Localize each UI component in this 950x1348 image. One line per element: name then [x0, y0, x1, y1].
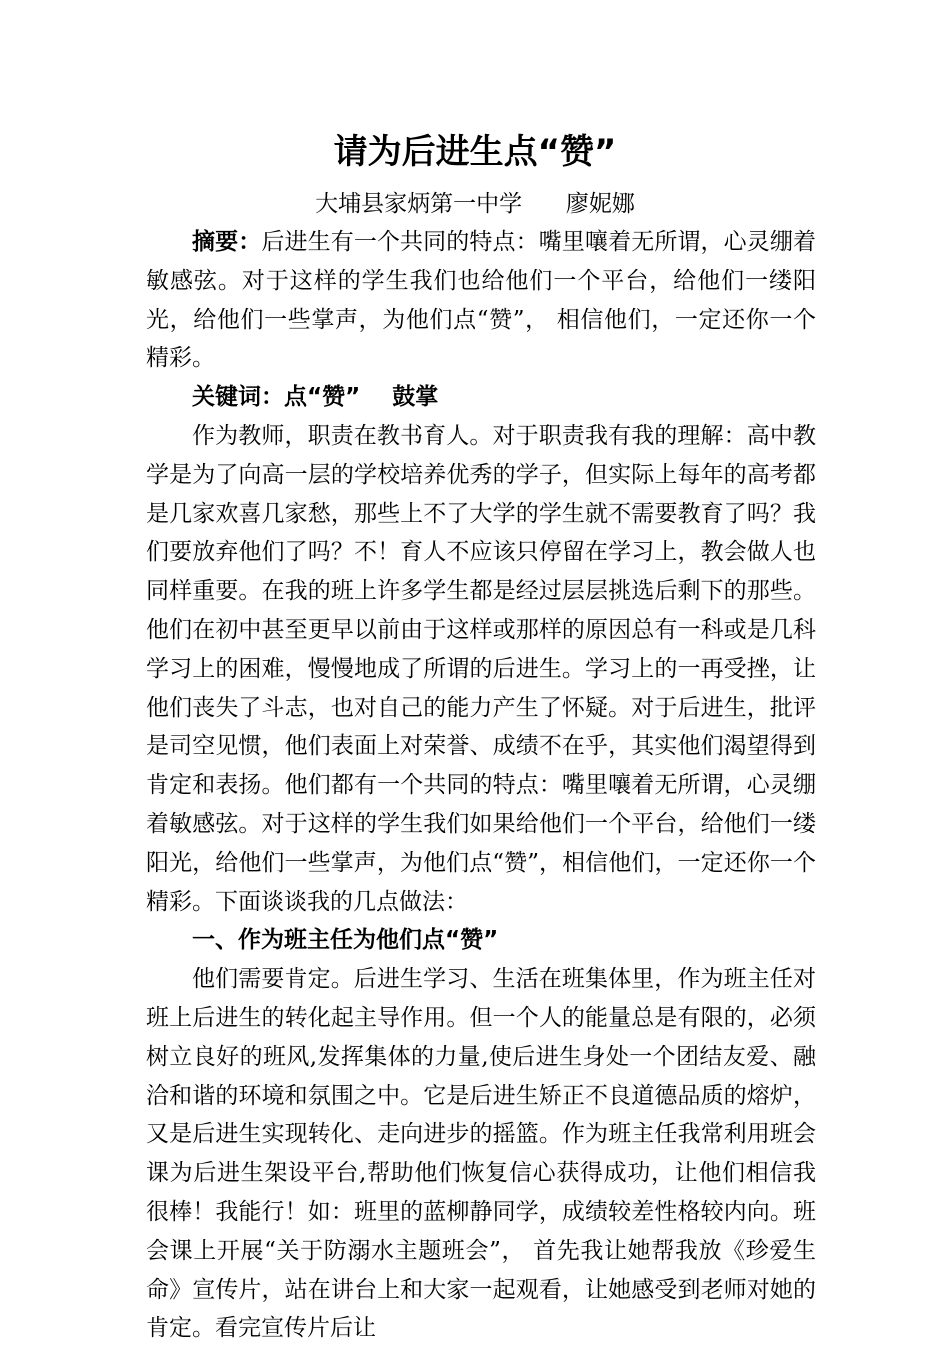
author-byline: 大埔县家炳第一中学 廖妮娜	[315, 191, 635, 217]
intro-paragraph: 作为教师，职责在教书育人。对于职责我有我的理解：高中教学是为了向高一层的学校培养优秀的学子，但实际上每年的高考都是几家欢喜几家愁，那些上不了大学的学生就不需要教育了吗？我们要放弃他们了吗？不！育人不应该只停留在学习上，教会做人也同样重要。在我的班上许多学生都是经过层层挑选后剩下的那些。他们在初中甚至更早以前由于这样或那样的原因总有一科或是几科学习上的困难，慢慢地成了所谓的后进生。学习上的一再受挫，让他们丧失了斗志，也对自己的能力产生了怀疑。对于后进生，批评是司空见惯，他们表面上对荣誉、成绩不在乎，其实他们渴望得到肯定和表扬。他们都有一个共同的特点：嘴里嚷着无所谓，心灵绷着敏感弦。对于这样的学生我们如果给他们一个平台，给他们一缕阳光，给他们一些掌声，为他们点“赞”，相信他们，一定还你一个精彩。下面谈谈我的几点做法：	[146, 422, 816, 915]
document-body	[146, 223, 816, 1348]
abstract-paragraph	[146, 223, 816, 378]
document-title: 请为后进生点“赞”	[333, 132, 617, 172]
abstract-text: 后进生有一个共同的特点：嘴里嚷着无所谓，心灵绷着敏感弦。对于这样的学生我们也给他们一个平台，给他们一缕阳光，给他们一些掌声，为他们点“赞”， 相信他们，一定还你一个精彩。	[146, 229, 817, 372]
section-1-paragraph: 他们需要肯定。后进生学习、生活在班集体里，作为班主任对班上后进生的转化起主导作用。但一个人的能量总是有限的，必须树立良好的班风,发挥集体的力量,使后进生身处一个团结友爱、融洽和谐的环境和氛围之中。它是后进生矫正不良道德品质的熔炉，又是后进生实现转化、走向进步的摇篮。作为班主任我常利用班会课为后进生架设平台,帮助他们恢复信心获得成功，让他们相信我很棒！我能行！如：班里的蓝柳静同学，成绩较差性格较内向。班会课上开展“关于防溺水主题班会”， 首先我让她帮我放《珍爱生命》宣传片，站在讲台上和大家一起观看，让她感受到老师对她的肯定。看完宣传片后让	[146, 966, 816, 1342]
abstract-label: 摘要：	[192, 229, 262, 255]
section-heading-1: 一、作为班主任为他们点“赞”	[192, 927, 499, 954]
keywords-line: 关键词：点“赞” 鼓掌	[192, 384, 439, 411]
